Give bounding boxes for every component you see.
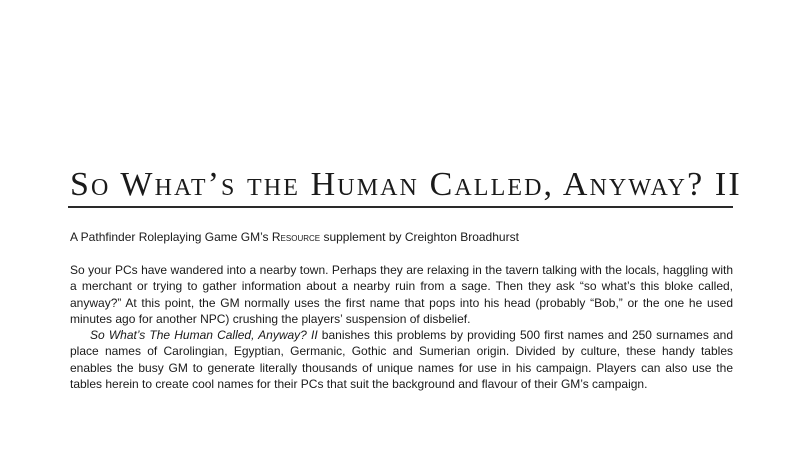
byline	[70, 229, 519, 245]
body-text	[70, 262, 733, 392]
document-title: So What’s the Human Called, Anyway? II	[70, 166, 742, 203]
paragraph-description	[70, 327, 733, 392]
paragraph-intro-text: So your PCs have wandered into a nearby town. Perhaps they are relaxing in the tavern talking with the locals, haggling with a merchant or trying to gather information about a nearby ruin from a sage. Then they ask “so what’s this bloke called, anyway?” At this point, the GM normally uses the first name that pops into his head (probably “Bob,” or the one he used minutes ago for another NPC) crushing the players’ suspension of disbelief.	[70, 263, 733, 326]
byline-text-before: A Pathfinder Roleplaying Game GM’s	[70, 230, 272, 244]
product-title-italic: So What’s The Human Called, Anyway? II	[90, 328, 318, 343]
paragraph-intro	[70, 262, 733, 327]
byline-resource-smallcaps: Resource	[271, 230, 321, 244]
paragraph-description-text: banishes this problems by providing 500 first names and 250 surnames and place names of Carolingian, Egyptian, Germanic, Gothic and Sumerian origin. Divided by culture, these handy tables enables the busy GM to generate literally thousands of unique names for use in his campaign. Players can also use the tables herein to create cool names for their PCs that suit the background and flavour of their GM’s campaign.	[70, 328, 733, 392]
byline-text-after: supplement by Creighton Broadhurst	[320, 230, 519, 244]
title-divider	[68, 206, 733, 208]
